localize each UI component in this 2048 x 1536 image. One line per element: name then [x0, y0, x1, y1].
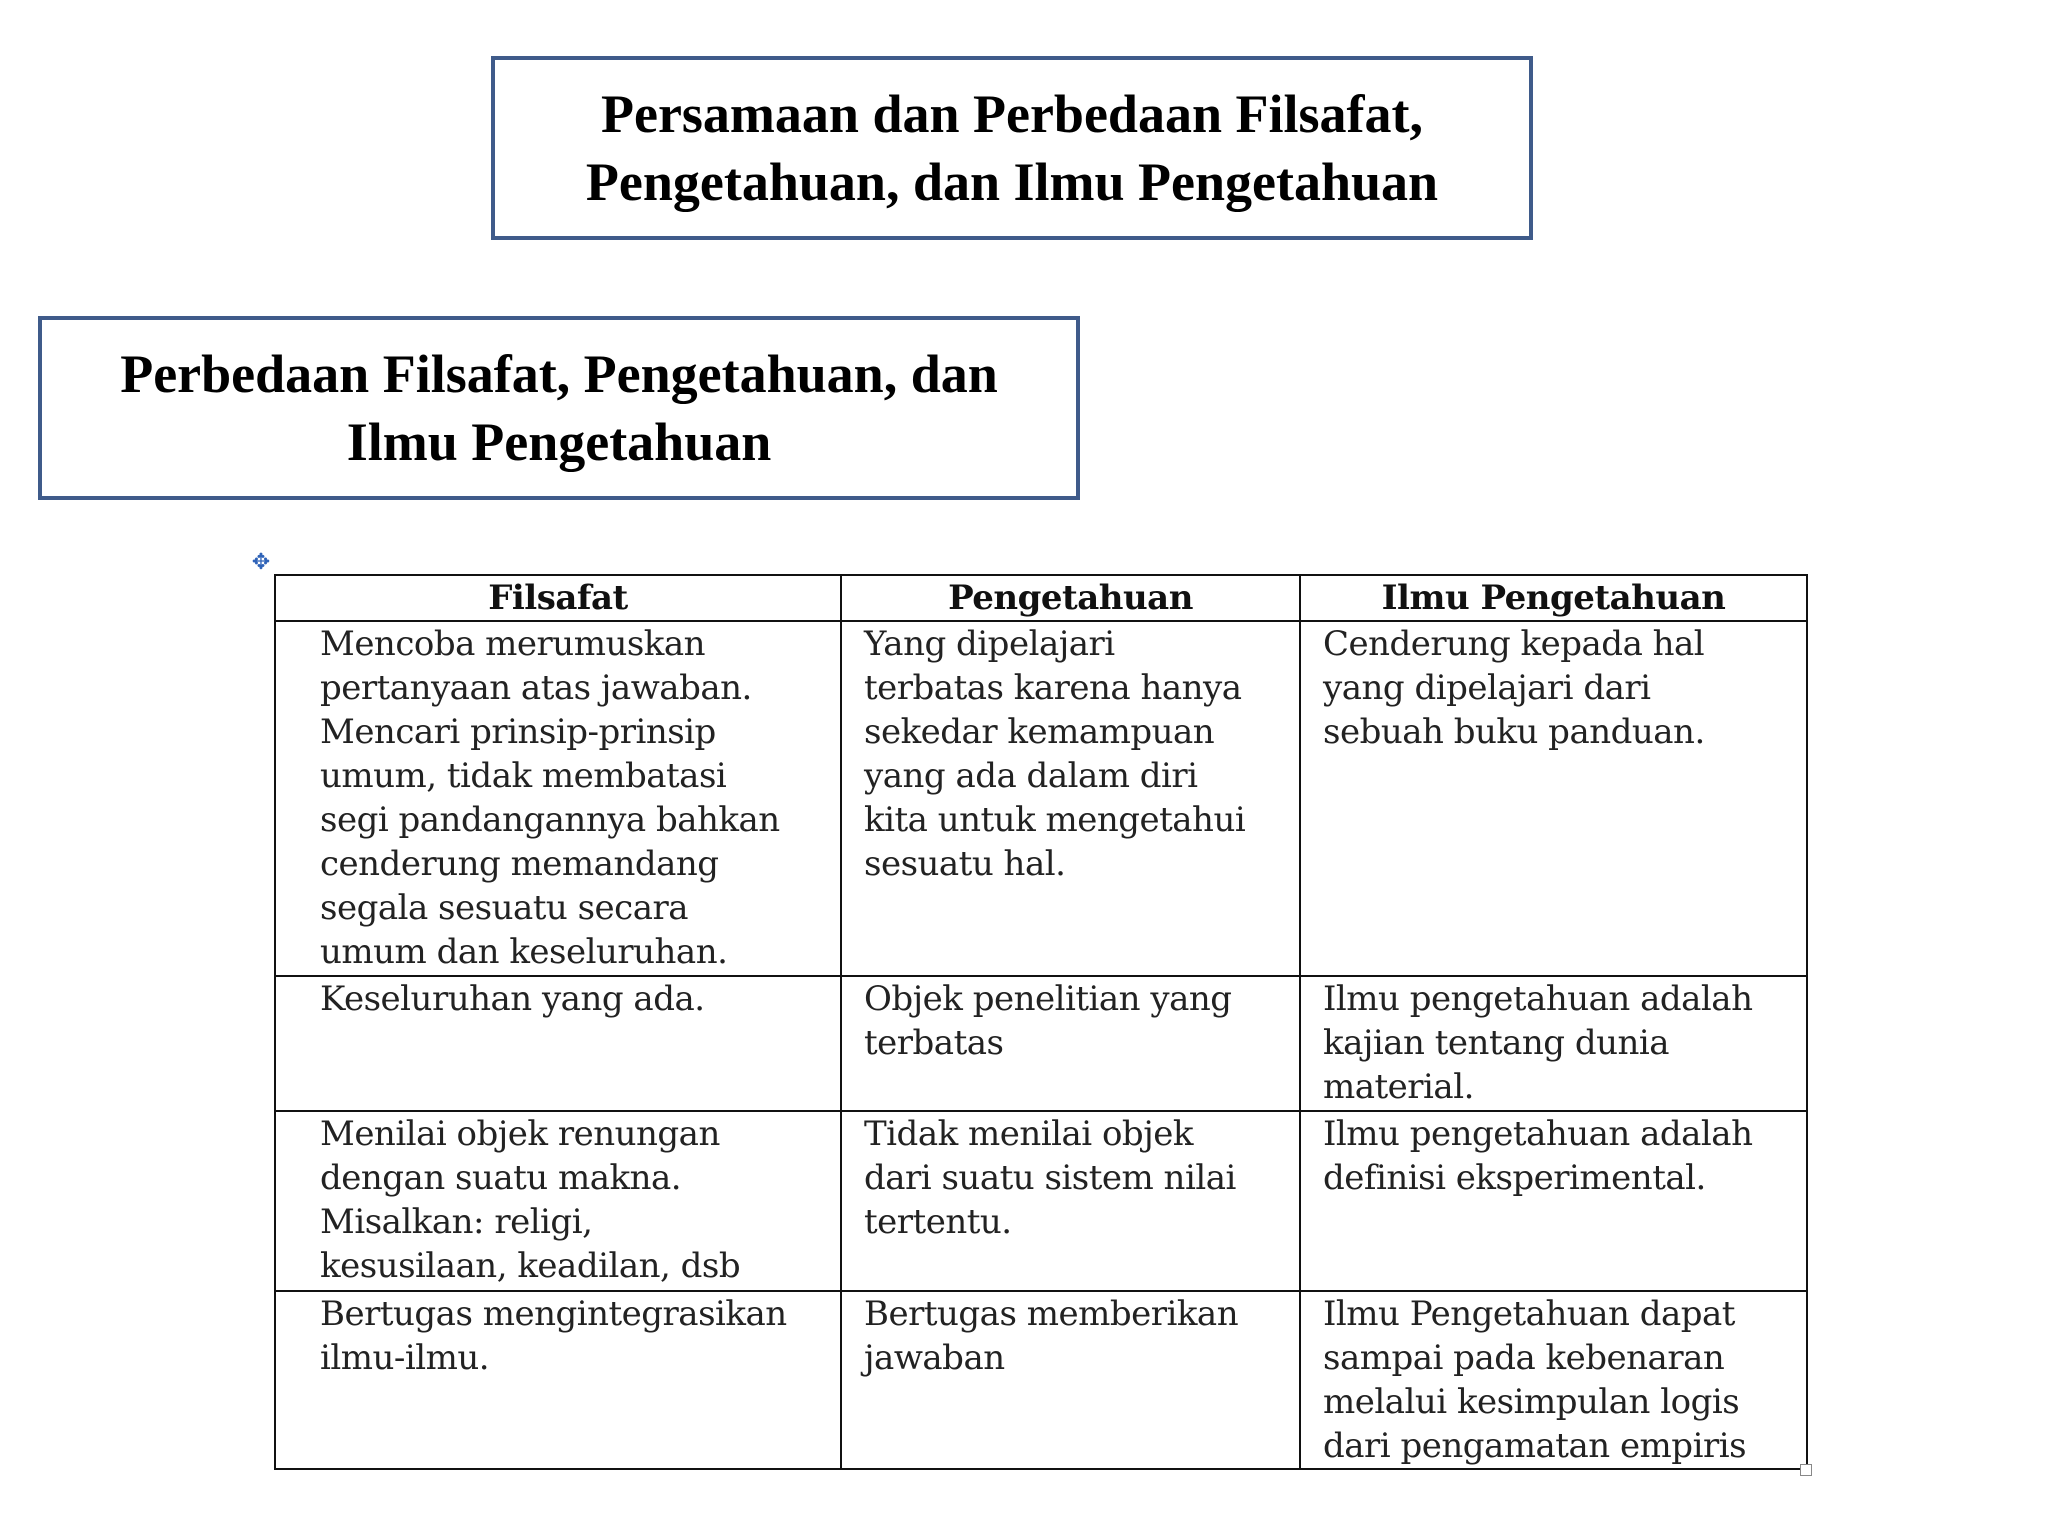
header-ilmu-pengetahuan: Ilmu Pengetahuan	[1300, 575, 1807, 621]
move-icon[interactable]: ✥	[251, 550, 271, 575]
table-row	[275, 1291, 1807, 1469]
table-cell: Keseluruhan yang ada.	[275, 976, 841, 1111]
table-cell: Ilmu pengetahuan adalah definisi eksperimental.	[1300, 1111, 1807, 1291]
header-pengetahuan: Pengetahuan	[841, 575, 1300, 621]
table-cell: Menilai objek renungan dengan suatu makna. Misalkan: religi, kesusilaan, keadilan, dsb	[275, 1111, 841, 1291]
table-cell: Ilmu Pengetahuan dapat sampai pada kebenaran melalui kesimpulan logis dari pengamatan empiris	[1300, 1291, 1807, 1469]
resize-handle-icon[interactable]	[1800, 1464, 1812, 1476]
sub-title-line-2: Ilmu Pengetahuan	[346, 412, 772, 472]
table-cell: Tidak menilai objek dari suatu sistem nilai tertentu.	[841, 1111, 1300, 1291]
table-row	[275, 621, 1807, 976]
header-filsafat: Filsafat	[275, 575, 841, 621]
table-cell: Ilmu pengetahuan adalah kajian tentang dunia material.	[1300, 976, 1807, 1111]
main-title-line-1: Persamaan dan Perbedaan Filsafat,	[601, 84, 1423, 144]
table-cell: Bertugas memberikan jawaban	[841, 1291, 1300, 1469]
comparison-table	[274, 574, 1808, 1470]
table-cell: Bertugas mengintegrasikan ilmu-ilmu.	[275, 1291, 841, 1469]
sub-title-box	[38, 316, 1080, 500]
table-cell: Yang dipelajari terbatas karena hanya sekedar kemampuan yang ada dalam diri kita untuk mengetahui sesuatu hal.	[841, 621, 1300, 976]
main-title-line-2: Pengetahuan, dan Ilmu Pengetahuan	[585, 152, 1439, 212]
table-row	[275, 976, 1807, 1111]
sub-title-line-1: Perbedaan Filsafat, Pengetahuan, dan	[120, 344, 998, 404]
table-cell: Cenderung kepada hal yang dipelajari dari sebuah buku panduan.	[1300, 621, 1807, 976]
table-cell: Objek penelitian yang terbatas	[841, 976, 1300, 1111]
table-cell: Mencoba merumuskan pertanyaan atas jawaban. Mencari prinsip-prinsip umum, tidak membatasi segi pandangannya bahkan cenderung memandang segala sesuatu secara umum dan keseluruhan.	[275, 621, 841, 976]
table-row	[275, 1111, 1807, 1291]
main-title-box	[491, 56, 1533, 240]
table-header-row	[275, 575, 1807, 621]
